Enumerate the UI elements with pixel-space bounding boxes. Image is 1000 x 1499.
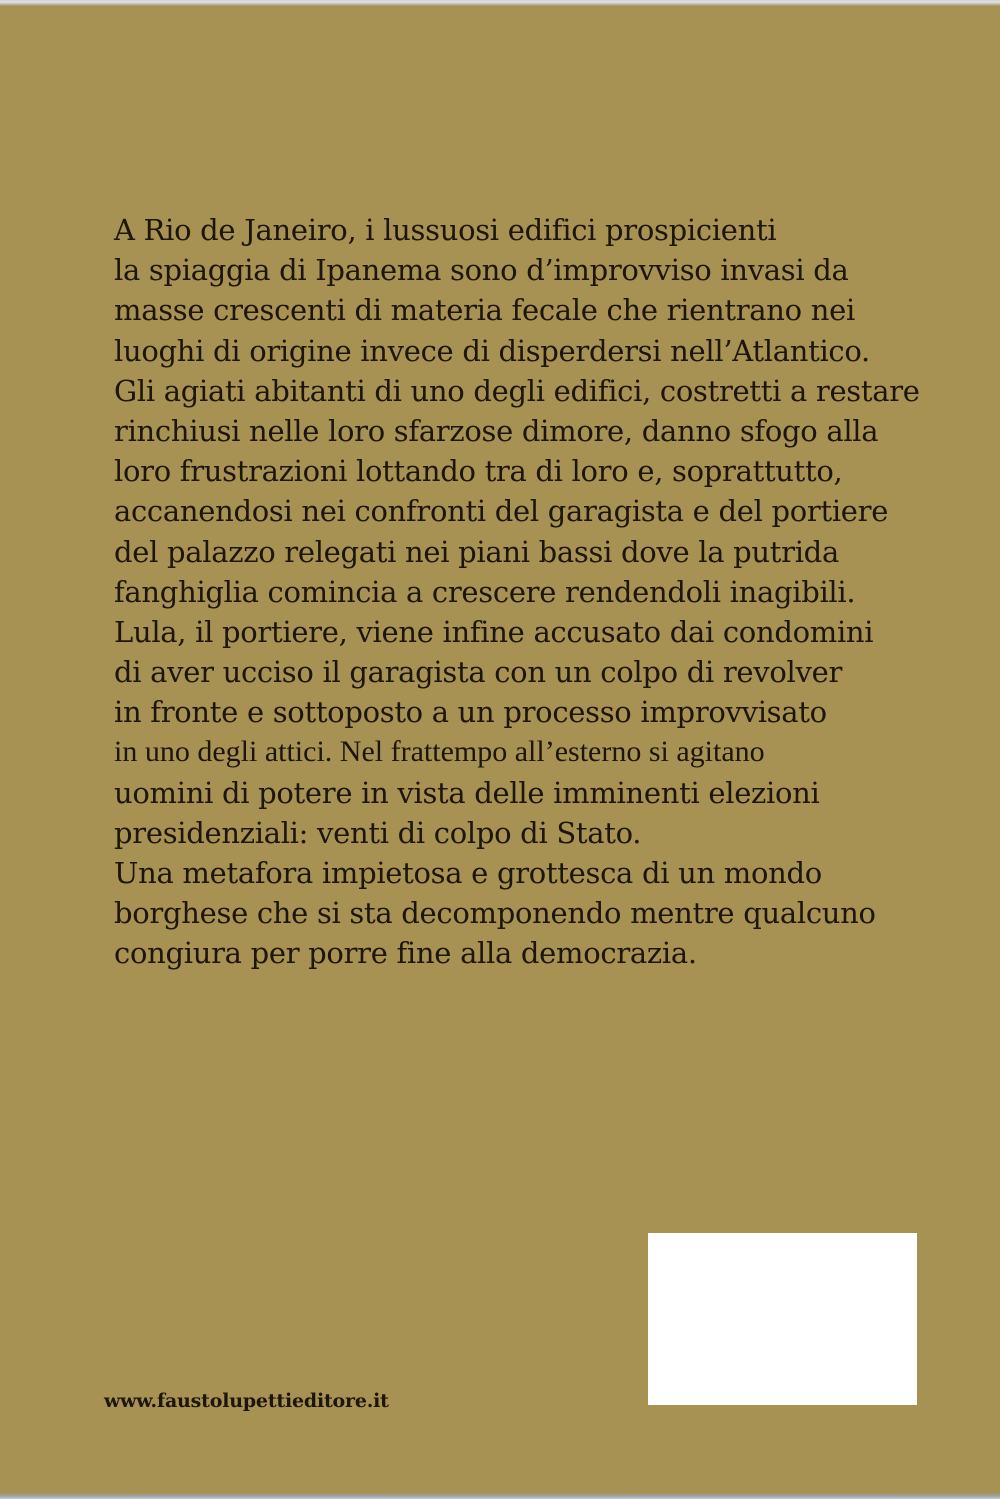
blurb-line: A Rio de Janeiro, i lussuosi edifici prospicienti <box>114 213 777 247</box>
blurb-line: la spiaggia di Ipanema sono d’improvviso invasi da <box>114 253 849 288</box>
blurb-line: Gli agiati abitanti di uno degli edifici, costretti a restare <box>114 373 920 408</box>
blurb-line: in uno degli attici. Nel frattempo all’esterno si agitano <box>114 735 765 769</box>
top-edge <box>0 0 1000 6</box>
bottom-edge <box>0 1493 1000 1499</box>
blurb-line: rinchiusi nelle loro sfarzose dimore, danno sfogo alla <box>114 413 879 448</box>
blurb-line: uomini di potere in vista delle imminenti elezioni <box>114 775 820 810</box>
blurb-line: fanghiglia comincia a crescere rendendoli inagibili. <box>114 574 856 609</box>
barcode-placeholder <box>648 1233 917 1405</box>
blurb-line: Lula, il portiere, viene infine accusato dai condomini <box>114 614 874 649</box>
blurb-line: borghese che si sta decomponendo mentre qualcuno <box>114 896 876 931</box>
publisher-website: www.faustolupettieditore.it <box>104 1390 389 1412</box>
blurb-line: congiura per porre fine alla democrazia. <box>114 936 697 971</box>
blurb-line: masse crescenti di materia fecale che rientrano nei <box>114 293 855 328</box>
blurb-line: di aver ucciso il garagista con un colpo di revolver <box>114 655 843 690</box>
blurb-line: loro frustrazioni lottando tra di loro e, soprattutto, <box>114 454 843 489</box>
blurb-line: presidenziali: venti di colpo di Stato. <box>114 815 642 850</box>
blurb-line: del palazzo relegati nei piani bassi dove la putrida <box>114 534 839 569</box>
blurb-line: Una metafora impietosa e grottesca di un mondo <box>114 856 822 890</box>
blurb-line: luoghi di origine invece di disperdersi nell’Atlantico. <box>114 333 870 368</box>
blurb-text <box>114 210 974 974</box>
blurb-line: accanendosi nei confronti del garagista e del portiere <box>114 494 889 529</box>
blurb-line: in fronte e sottoposto a un processo improvvisato <box>114 695 827 730</box>
